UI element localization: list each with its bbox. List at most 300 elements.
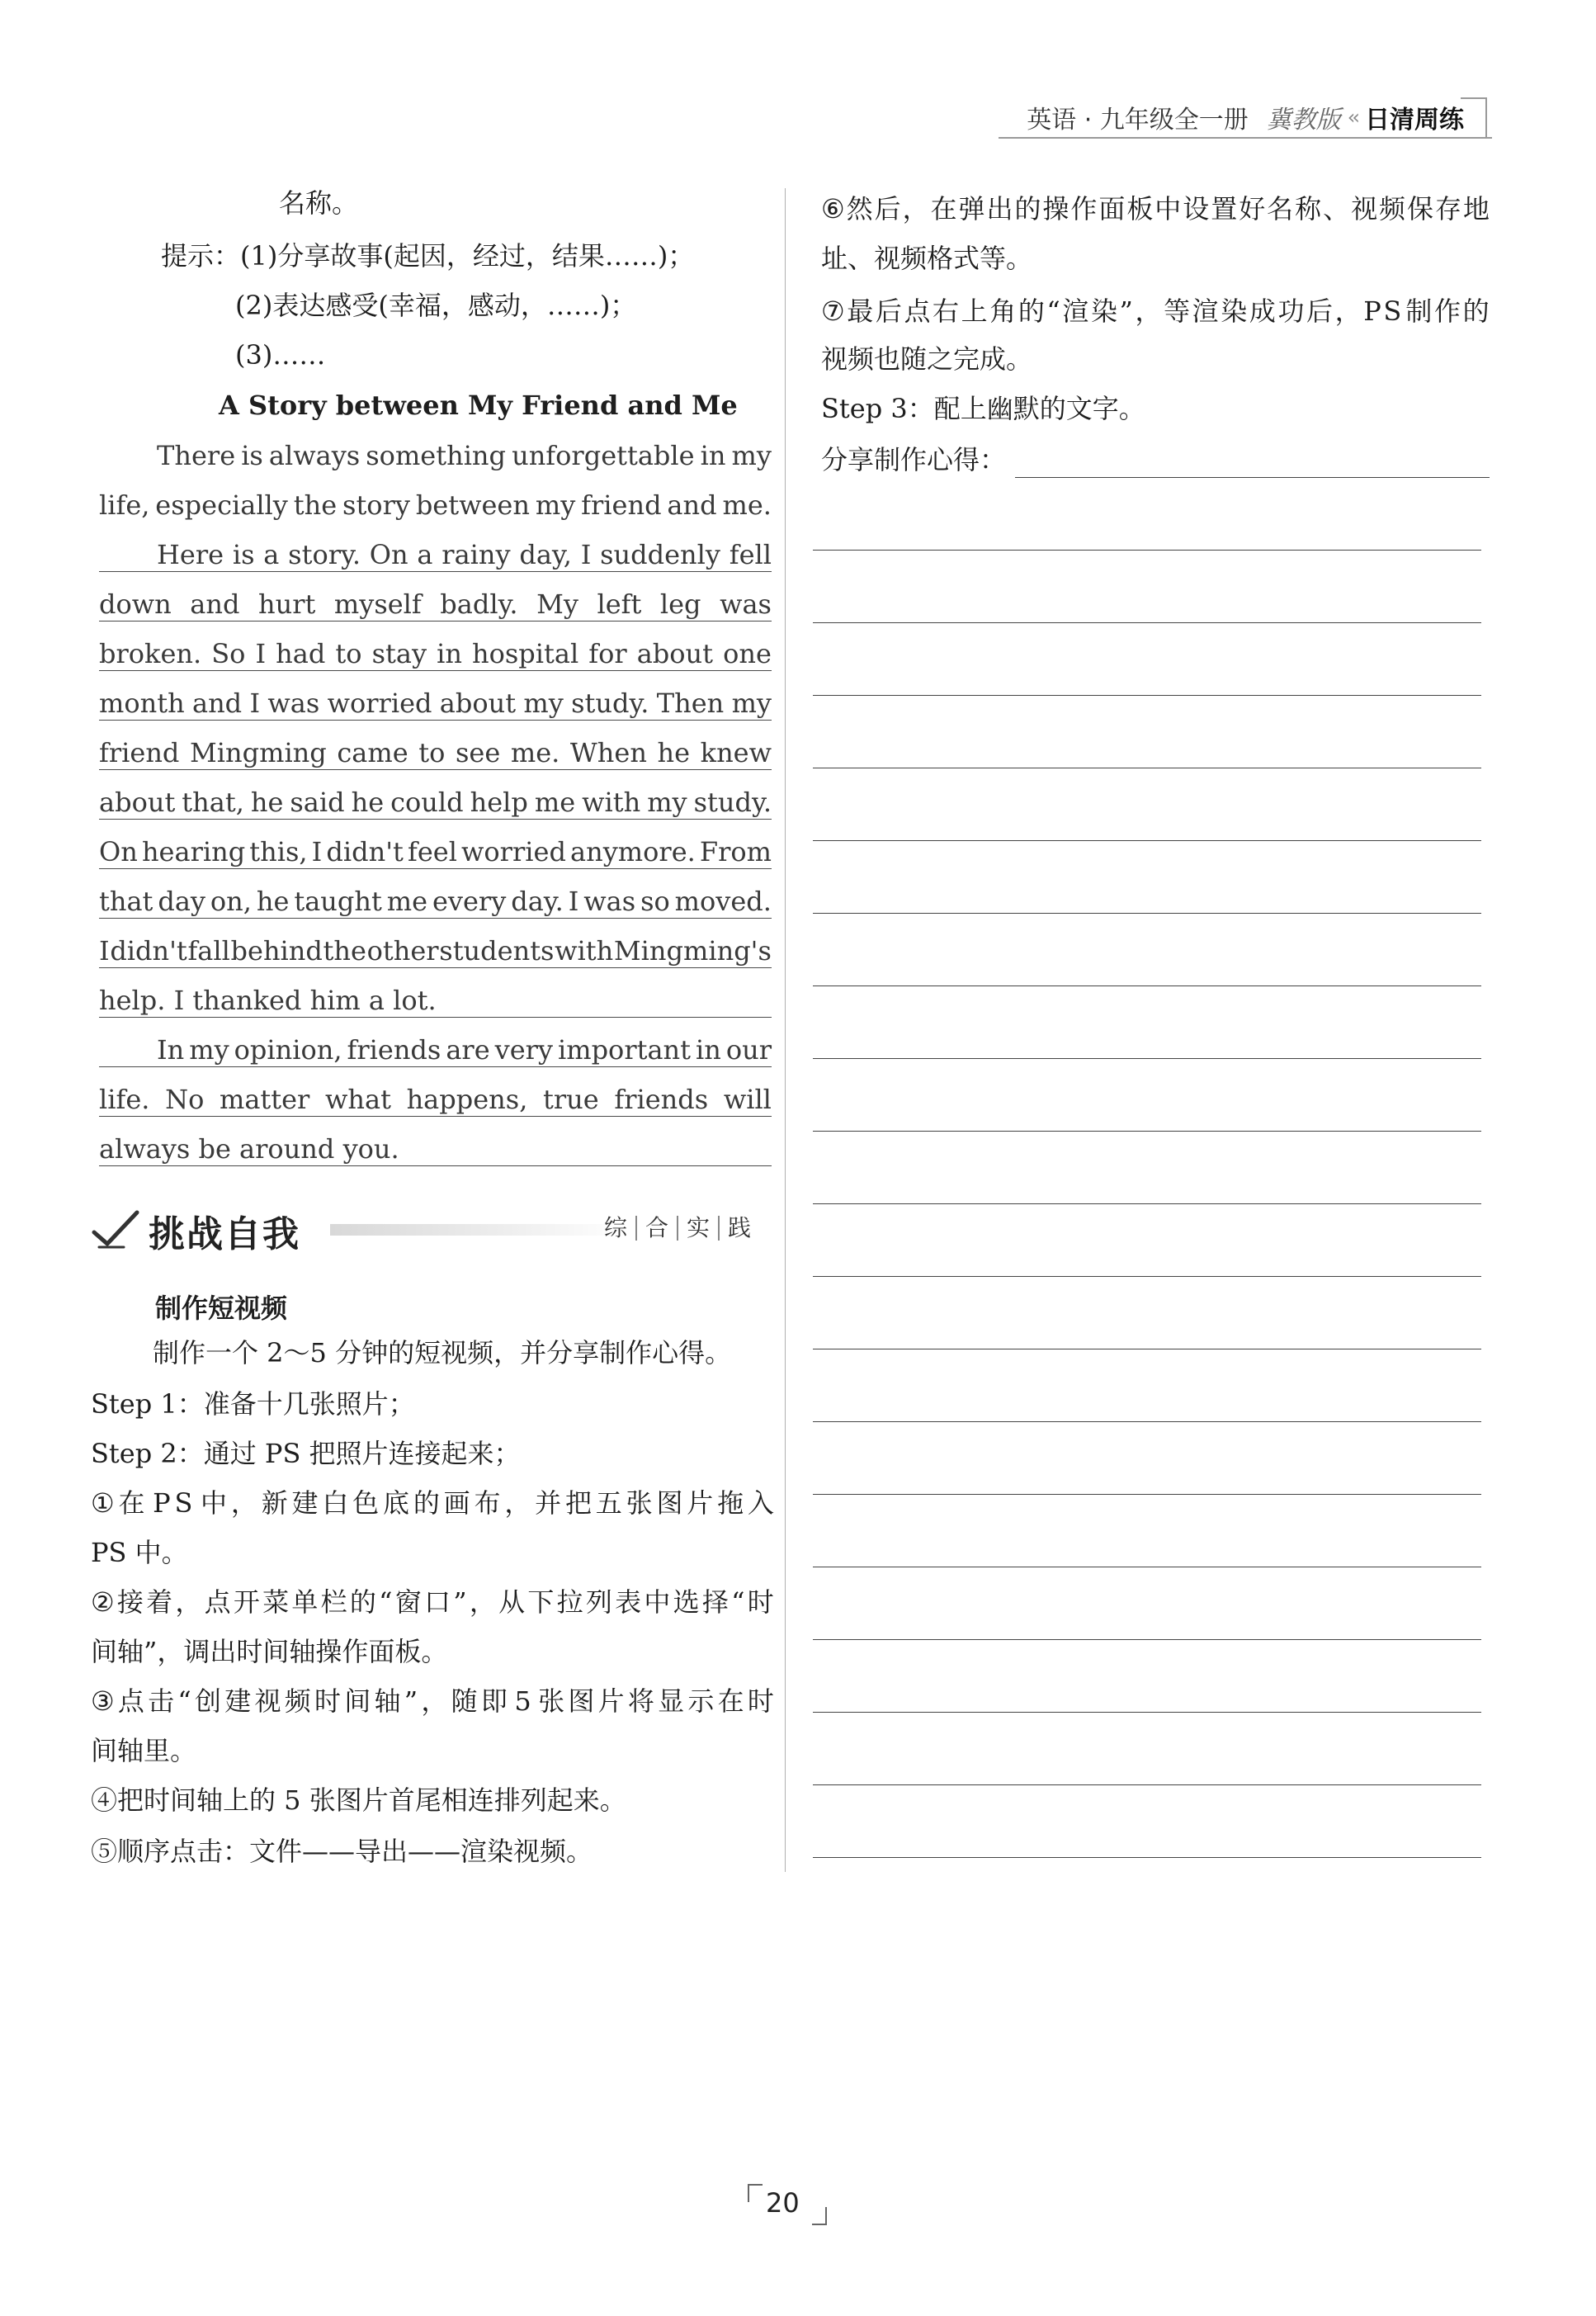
essay-word: that [99,886,153,917]
text-glyph: 点 [204,1586,231,1618]
essay-line [99,439,772,472]
text-glyph: 的 [1018,295,1045,327]
essay-word: life. [99,1084,150,1115]
edition-label: 冀教版 [1266,106,1341,135]
essay-word: my [647,787,687,818]
essay-word: story. [288,539,361,570]
text-glyph: 表 [615,1586,642,1618]
text-glyph: P [1363,295,1381,327]
essay-word: fall [187,935,230,967]
text-glyph: 在 [118,1487,145,1519]
essay-word: had [276,638,326,669]
essay-word: me. [722,489,772,521]
essay-line: help. I thanked him a lot. [99,984,772,1018]
essay-word: me [534,787,576,818]
text-glyph: 好 [1239,193,1266,225]
chevron-left-icon: ‹‹ [1347,106,1357,129]
text-glyph: 中 [201,1487,228,1519]
text-glyph: ， [469,1586,496,1618]
text-glyph: 角 [989,295,1017,327]
essay-line [99,885,772,919]
essay-word: worried [327,688,432,719]
page-number-value: 20 [766,2187,800,2219]
text-glyph: 显 [658,1685,685,1717]
text-glyph: 出 [986,193,1013,225]
essay-word: day [158,886,205,917]
text-glyph: ， [504,1487,531,1519]
text-glyph: 染 [1090,295,1117,327]
text-glyph: 着 [146,1586,173,1618]
text-glyph: 作 [1070,193,1098,225]
text-glyph: 中 [1155,193,1182,225]
essay-word: what [324,1084,391,1115]
essay-line [99,538,772,572]
banner-decoration [330,1224,627,1236]
text-glyph: 的 [1462,295,1490,327]
essay-word: one [723,638,772,669]
essay-word: he [351,787,385,818]
text-glyph: 频 [1379,193,1406,225]
essay-word: see [455,737,501,768]
text-glyph: 底 [383,1487,410,1519]
essay-word: always [268,440,361,471]
text-glyph: 白 [322,1487,349,1519]
essay-line [99,786,772,820]
essay-word: between [415,489,530,521]
essay-word: down [99,588,172,620]
text-glyph: 渲 [1192,295,1219,327]
essay-word: was [583,886,636,917]
essay-word: was [267,688,320,719]
essay-word: Mingming [190,737,327,768]
steps-line [821,294,1490,328]
text-glyph: ① [91,1487,115,1519]
writing-line [813,695,1481,696]
essay-word: No [165,1084,205,1115]
text-glyph: 时 [747,1586,774,1618]
essay-word: my [189,1034,229,1066]
text-glyph: 列 [585,1586,612,1618]
text-glyph: 板 [1126,193,1154,225]
text-glyph: 新 [261,1487,288,1519]
essay-word: didn't [110,935,187,967]
text-glyph: ， [421,1685,448,1717]
task-line [91,1684,774,1718]
essay-word: said [290,787,345,818]
text-glyph: 的 [349,1586,376,1618]
text-glyph: ， [902,193,929,225]
essay-word: friend [99,737,180,768]
text-glyph: 把 [564,1487,592,1519]
essay-word: to [418,737,446,768]
text-glyph: ” [1119,295,1133,327]
task-line [91,1486,774,1520]
prompt-line-2: 提示：(1)分享故事(起因，经过，结果……)； [161,240,695,272]
essay-word: are [446,1034,490,1066]
essay-word: the [293,489,338,521]
essay-word: that, [182,787,244,818]
text-glyph: 口 [424,1586,451,1618]
text-glyph: 保 [1407,193,1434,225]
essay-word: There [157,440,236,471]
text-glyph: 拖 [717,1487,744,1519]
text-glyph: 地 [1462,193,1490,225]
text-glyph: ⑥ [821,193,845,225]
essay-word: so [640,886,670,917]
essay-word: suddenly [600,539,720,570]
essay-word: opinion, [234,1034,342,1066]
text-glyph: 右 [933,295,960,327]
text-glyph: 在 [930,193,957,225]
text-glyph: P [153,1487,171,1519]
essay-line [99,637,772,671]
text-glyph: 置 [1211,193,1238,225]
text-glyph: 即 [480,1685,508,1717]
task-line: Step 1：准备十几张照片； [91,1388,415,1420]
essay-word: I [311,836,323,867]
essay-word: I [255,638,267,669]
essay-word: he [657,737,691,768]
essay-word: about [636,638,714,669]
essay-word: month [99,688,185,719]
text-glyph: ② [91,1586,115,1618]
text-glyph: 最 [847,295,874,327]
essay-word: my [731,440,772,471]
essay-word: On [99,836,138,867]
text-glyph: 画 [443,1487,470,1519]
text-glyph: 建 [224,1685,252,1717]
essay-word: for [588,638,627,669]
text-glyph: 名 [1267,193,1294,225]
essay-word: important [557,1034,692,1066]
text-glyph: 面 [1098,193,1126,225]
essay-word: in [696,1034,721,1066]
essay-word: every [432,886,507,917]
essay-word: about [99,787,176,818]
text-glyph: “ [379,1586,393,1618]
writing-line [813,1203,1481,1204]
text-glyph: 功 [1277,295,1305,327]
text-glyph: S [174,1487,193,1519]
text-glyph: 作 [1434,295,1461,327]
essay-word: From [699,836,772,867]
essay-line [99,736,772,770]
header-rule [999,137,1492,139]
text-glyph: 后 [874,193,901,225]
text-glyph: 操 [1042,193,1070,225]
text-glyph: 、 [1323,193,1350,225]
text-glyph: 制 [1405,295,1433,327]
text-glyph: 从 [498,1586,526,1618]
essay-word: matter [219,1084,310,1115]
task-line: Step 2：通过 PS 把照片连接起来； [91,1438,521,1469]
essay-word: friend [581,489,662,521]
essay-word: other [366,935,439,967]
text-glyph: ， [1334,295,1362,327]
text-glyph: 单 [291,1586,319,1618]
section-tag: 综 [603,1214,627,1241]
text-glyph: 时 [747,1685,774,1717]
text-glyph: 片 [597,1685,625,1717]
essay-word: didn't [326,836,404,867]
text-glyph: 然 [846,193,873,225]
essay-word: hearing [141,836,246,867]
essay-word: stay [371,638,427,669]
essay-word: is [241,440,263,471]
essay-word: something [366,440,507,471]
writing-line [813,1639,1481,1640]
text-glyph: 等 [1164,295,1191,327]
task-line: 间轴”，调出时间轴操作面板。 [91,1636,448,1667]
task-line: 制作一个 2～5 分钟的短视频，并分享制作心得。 [153,1337,732,1368]
essay-line [99,687,772,721]
writing-line [813,913,1481,914]
text-glyph: 染 [1221,295,1248,327]
text-glyph: ③ [91,1685,115,1717]
prompt-line-4: (3)…… [235,339,326,371]
essay-word: Then [656,688,725,719]
essay-word: in [700,440,726,471]
text-glyph: ， [230,1487,257,1519]
text-glyph: 窗 [394,1586,422,1618]
essay-word: a [263,539,280,570]
text-glyph: “ [731,1586,745,1618]
column-divider [785,188,786,1872]
essay-word: I [249,688,261,719]
essay-word: feel [407,836,457,867]
text-glyph: “ [177,1685,191,1717]
essay-word: the [323,935,366,967]
running-header [1027,92,1464,142]
task-line: 间轴里。 [91,1735,197,1766]
task-subtitle: 制作短视频 [155,1293,288,1324]
essay-word: on, [210,886,252,917]
writing-line [813,1857,1481,1858]
essay-word: I [99,935,110,967]
text-glyph: S [1383,295,1402,327]
text-glyph: 随 [451,1685,478,1717]
text-glyph: 点 [117,1685,144,1717]
text-glyph: ， [175,1586,202,1618]
writing-line [813,1058,1481,1059]
essay-word: worried [461,836,566,867]
essay-word: life, [99,489,150,521]
essay-line [99,1083,772,1117]
essay-word: badly. [440,588,518,620]
text-glyph: 后 [875,295,902,327]
subject-label: 英语 · 九年级全一册 [1027,106,1249,135]
essay-word: my [731,688,772,719]
essay-word: On [369,539,408,570]
essay-word: happens, [406,1084,528,1115]
essay-word: in [437,638,462,669]
section-tag: 实 [677,1216,718,1241]
text-glyph: ⑦ [821,295,845,327]
essay-word: left [597,588,642,620]
text-glyph: 视 [1351,193,1378,225]
essay-word: myself [333,588,422,620]
section-banner [91,1201,776,1259]
text-glyph: 频 [284,1685,311,1717]
essay-word: rainy [441,539,511,570]
writing-line [813,1494,1481,1495]
essay-line [99,588,772,622]
essay-word: hurt [257,588,316,620]
essay-word: very [494,1034,553,1066]
brand-label: 日清周练 [1365,106,1464,135]
essay-word: fell [729,539,772,570]
essay-word: study. [693,787,772,818]
text-glyph: 示 [687,1685,715,1717]
text-glyph: 栏 [320,1586,347,1618]
text-glyph: 设 [1183,193,1210,225]
text-glyph: 张 [626,1487,653,1519]
essay-word: and [190,588,240,620]
steps-line: Step 3：配上幽默的文字。 [821,393,1145,424]
task-line [91,1585,774,1619]
header-corner-mark [1461,97,1487,139]
text-glyph: 五 [595,1487,622,1519]
pen-check-icon [91,1208,140,1252]
text-glyph: ” [453,1586,467,1618]
text-glyph: 时 [314,1685,342,1717]
text-glyph: 片 [687,1487,714,1519]
essay-word: day, [519,539,572,570]
essay-word: Here [157,539,224,570]
essay-word: Mingming's [613,935,772,967]
essay-word: leg [659,588,701,620]
essay-word: So [211,638,246,669]
essay-word: help [470,787,528,818]
essay-word: was [720,588,772,620]
essay-word: In [157,1034,185,1066]
text-glyph: 击 [148,1685,175,1717]
text-glyph: 拉 [556,1586,583,1618]
text-glyph: 将 [627,1685,654,1717]
section-tag: 践 [718,1216,759,1241]
essay-word: behind [230,935,323,967]
essay-word: my [523,688,564,719]
text-glyph: 5 [514,1685,531,1717]
section-title: 挑战自我 [149,1213,300,1255]
essay-word: and [667,489,717,521]
writing-line [813,1712,1481,1713]
text-glyph: 建 [291,1487,319,1519]
text-glyph: 成 [1249,295,1276,327]
text-glyph: 点 [904,295,931,327]
text-glyph: 的 [413,1487,440,1519]
essay-word: story [342,489,410,521]
essay-word: I [568,886,579,917]
steps-line: 视频也随之完成。 [821,343,1033,375]
text-glyph: 间 [344,1685,371,1717]
essay-word: with [555,935,614,967]
text-glyph: 创 [195,1685,222,1717]
text-glyph: 并 [535,1487,562,1519]
essay-word: My [536,588,578,620]
page-number-bracket [812,2207,827,2225]
text-glyph: 上 [961,295,988,327]
writing-line [1015,477,1490,478]
essay-line: always be around you. [99,1132,772,1166]
essay-word: When [569,737,647,768]
text-glyph: 菜 [262,1586,290,1618]
essay-word: students [439,935,555,967]
text-glyph: 图 [656,1487,683,1519]
essay-word: he [256,886,290,917]
essay-word: moved. [674,886,772,917]
share-prompt: 分享制作心得： [821,444,1007,475]
section-tag: 合 [635,1216,677,1241]
text-glyph: 开 [233,1586,260,1618]
essay-word: my [535,489,576,521]
text-glyph: 接 [116,1586,144,1618]
essay-word: study. [571,688,649,719]
writing-line [813,1421,1481,1422]
text-glyph: 中 [644,1586,671,1618]
steps-line: 址、视频格式等。 [821,243,1033,274]
text-glyph: 存 [1434,193,1461,225]
text-glyph: 选 [673,1586,700,1618]
writing-line [813,1276,1481,1277]
essay-word: to [335,638,362,669]
writing-line [813,550,1481,551]
page-number-bracket [748,2184,763,2202]
essay-word: friends [614,1084,709,1115]
text-glyph: “ [1046,295,1060,327]
essay-word: me. [510,737,560,768]
text-glyph: 下 [527,1586,555,1618]
writing-line [813,1131,1481,1132]
text-glyph: 图 [568,1685,595,1717]
essay-line [99,489,772,522]
writing-line [813,1784,1481,1785]
text-glyph: 在 [717,1685,744,1717]
page-number [733,2179,857,2229]
steps-line [821,191,1490,226]
essay-word: me [386,886,428,917]
essay-title: A Story between My Friend and Me [219,390,738,421]
essay-word: taught [294,886,382,917]
essay-word: day. [511,886,564,917]
writing-line [813,840,1481,841]
essay-word: could [390,787,464,818]
essay-word: and [191,688,243,719]
text-glyph: ， [1135,295,1162,327]
text-glyph: 轴 [374,1685,401,1717]
essay-word: friends [347,1034,441,1066]
essay-word: with [582,787,641,818]
prompt-line-1: 名称。 [279,187,359,219]
text-glyph: 后 [1306,295,1334,327]
essay-word: knew [700,737,772,768]
essay-word: is [232,539,255,570]
essay-word: a [417,539,433,570]
text-glyph: 色 [352,1487,380,1519]
essay-word: unforgettable [512,440,695,471]
task-line: PS 中。 [91,1537,188,1568]
section-tags [596,1216,759,1241]
essay-line [99,835,772,869]
essay-word: our [725,1034,772,1066]
writing-line [813,622,1481,623]
essay-word: broken. [99,638,202,669]
text-glyph: 视 [254,1685,281,1717]
text-glyph: 入 [747,1487,774,1519]
text-glyph: 弹 [958,193,985,225]
text-glyph: 渲 [1062,295,1089,327]
text-glyph: 择 [701,1586,729,1618]
